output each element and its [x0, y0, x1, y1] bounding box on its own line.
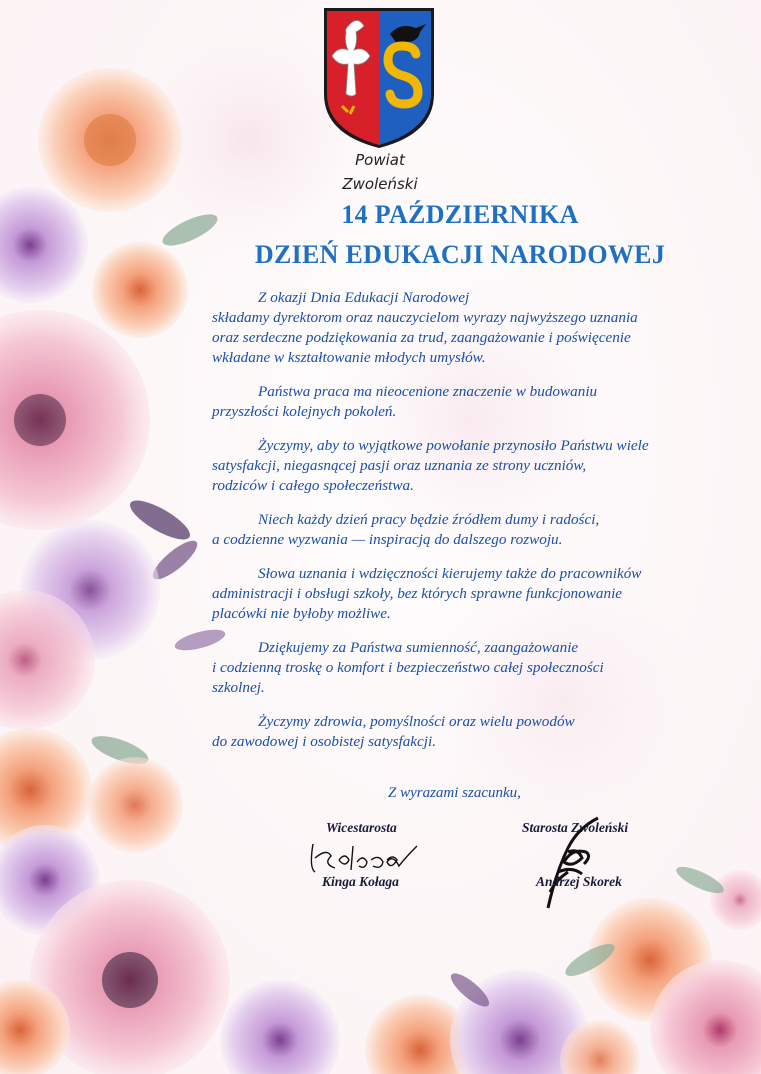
letter-body	[212, 288, 742, 766]
text-line: składamy dyrektorom oraz nauczycielom wyrazy najwyższego uznania	[212, 309, 638, 326]
text-line: Państwa praca ma nieocenione znaczenie w budowaniu	[258, 383, 598, 400]
county-line-2: Zwoleński	[342, 175, 418, 193]
closing-phrase: Z wyrazami szacunku,	[388, 785, 521, 801]
signature-right-name: Andrzej Skorek	[536, 874, 622, 889]
text-line: Życzymy, aby to wyjątkowe powołanie przynosiło Państwu wiele	[258, 437, 649, 454]
paragraph-5	[212, 564, 742, 624]
coat-of-arms-icon	[320, 6, 438, 150]
text-line: szkolnej.	[212, 679, 265, 696]
text-line: Słowa uznania i wdzięczności kierujemy także do pracowników	[258, 565, 642, 582]
text-line: Z okazji Dnia Edukacji Narodowej	[258, 289, 470, 306]
text-line: i codzienną troskę o komfort i bezpieczeństwo całej społeczności	[212, 659, 604, 676]
county-name	[330, 148, 430, 196]
text-line: przyszłości kolejnych pokoleń.	[212, 403, 397, 420]
text-line: placówki nie byłoby możliwe.	[212, 605, 391, 622]
signature-left-name: Kinga Kołaga	[322, 874, 399, 889]
title-date: 14 PAŹDZIERNIKA	[341, 200, 579, 229]
text-line: Dziękujemy za Państwa sumienność, zaangażowanie	[258, 639, 579, 656]
paragraph-7	[212, 712, 742, 752]
text-line: Niech każdy dzień pracy będzie źródłem dumy i radości,	[258, 511, 600, 528]
signature-left-icon	[305, 838, 425, 878]
text-line: Życzymy zdrowia, pomyślności oraz wielu powodów	[258, 713, 575, 730]
text-line: do zawodowej i osobistej satysfakcji.	[212, 733, 437, 750]
text-line: a codzienne wyzwania — inspiracją do dalszego rozwoju.	[212, 531, 563, 548]
text-line: rodziców i całego społeczeństwa.	[212, 477, 414, 494]
paragraph-4	[212, 510, 742, 550]
title-holiday: DZIEŃ EDUKACJI NARODOWEJ	[254, 240, 666, 269]
text-line: wkładane w kształtowanie młodych umysłów.	[212, 349, 486, 366]
text-line: satysfakcji, niegasnącej pasji oraz uznania ze strony uczniów,	[212, 457, 587, 474]
paragraph-6	[212, 638, 742, 698]
signature-right-role: Starosta Zwoleński	[522, 820, 629, 835]
text-line: administracji i obsługi szkoły, bez których sprawne funkcjonowanie	[212, 585, 623, 602]
signature-right-icon	[538, 812, 618, 912]
paragraph-3	[212, 436, 742, 496]
text-line: oraz serdeczne podziękowania za trud, zaangażowanie i poświęcenie	[212, 329, 631, 346]
signature-left-role: Wicestarosta	[326, 820, 397, 835]
county-line-1: Powiat	[355, 151, 405, 169]
paragraph-2	[212, 382, 742, 422]
paragraph-1	[212, 288, 742, 368]
